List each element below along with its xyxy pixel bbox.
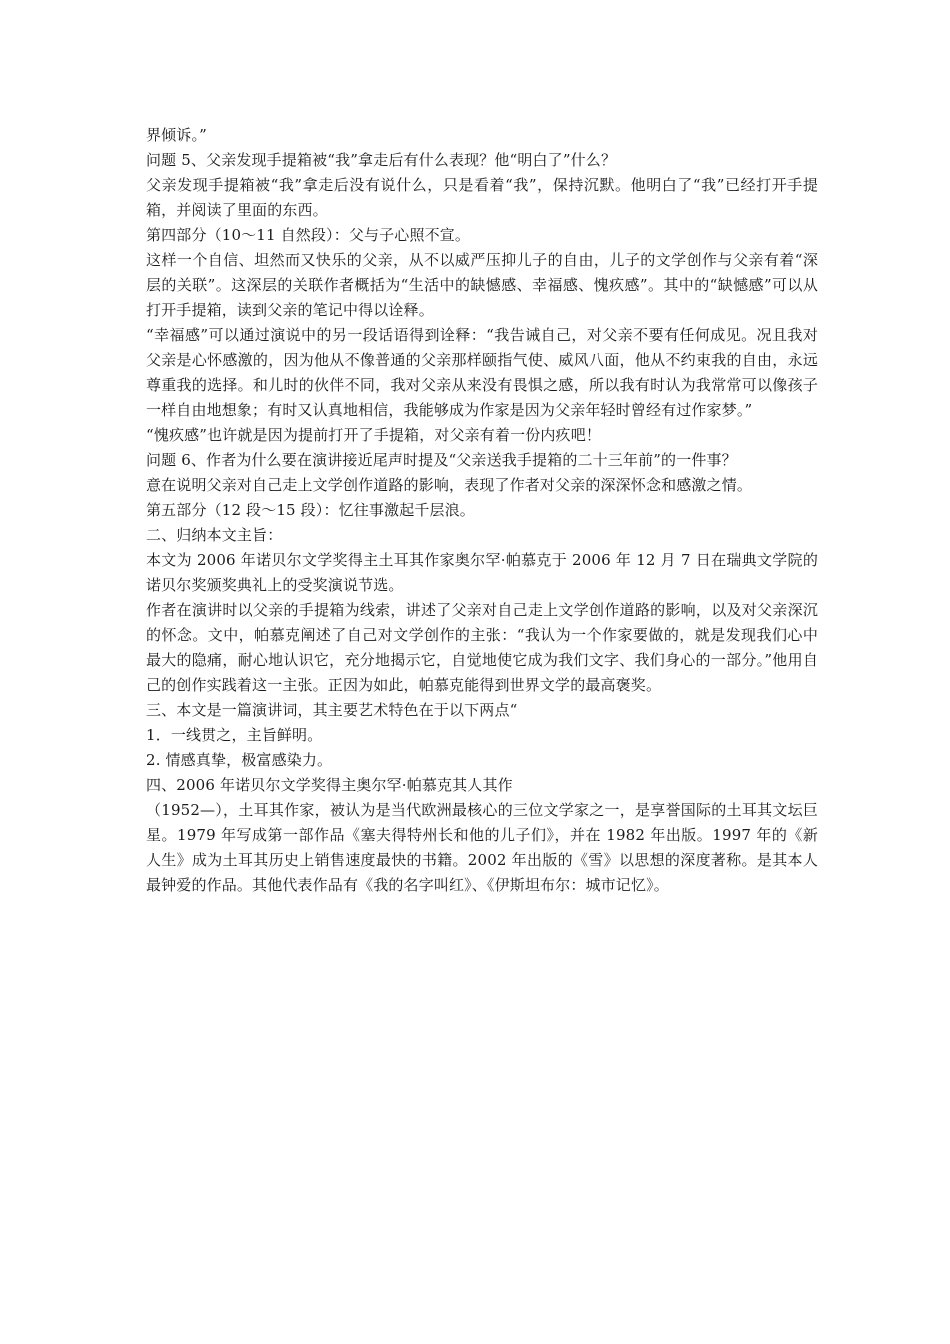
guilt-explanation: “愧疚感”也许就是因为提前打开了手提箱，对父亲有着一份内疚吧！ <box>146 426 601 444</box>
art-feature-2: 2. 情感真挚，极富感染力。 <box>146 751 333 769</box>
happiness-explanation: “幸福感”可以通过演说中的另一段话语得到诠释：“我告诫自己，对父亲不要有任何成见。况且我对父亲是心怀感激的，因为他从不像普通的父亲那样颐指气使、威风八面，他从不约束我的自由，永远尊重我的选择。和儿时的伙伴不同，我对父亲从来没有畏惧之感，所以我有时认为我常常可以像孩子一样自由地想象；有时又认真地相信，我能够成为作家是因为父亲年轻时曾经有过作家梦。” <box>146 326 818 419</box>
question-5: 问题 5、父亲发现手提箱被“我”拿走后有什么表现？他“明白了”什么？ <box>146 151 617 169</box>
document-body <box>146 123 818 898</box>
section-part-4-heading: 第四部分（10～11 自然段）：父与子心照不宣。 <box>146 226 471 244</box>
art-features-heading: 三、本文是一篇演讲词，其主要艺术特色在于以下两点“ <box>146 701 518 719</box>
main-idea-heading: 二、归纳本文主旨： <box>146 526 283 544</box>
answer-6: 意在说明父亲对自己走上文学创作道路的影响，表现了作者对父亲的深深怀念和感激之情。 <box>146 476 753 494</box>
question-6: 问题 6、作者为什么要在演讲接近尾声时提及“父亲送我手提箱的二十三年前”的一件事？ <box>146 451 737 469</box>
paragraph-continuation: 界倾诉。” <box>146 126 207 144</box>
answer-5: 父亲发现手提箱被“我”拿走后没有说什么，只是看着“我”，保持沉默。他明白了“我”已经打开手提箱，并阅读了里面的东西。 <box>146 176 818 219</box>
author-heading: 四、2006 年诺贝尔文学奖得主奥尔罕·帕慕克其人其作 <box>146 776 513 794</box>
section-part-5-heading: 第五部分（12 段～15 段）：忆往事激起千层浪。 <box>146 501 475 519</box>
author-bio: （1952—），土耳其作家，被认为是当代欧洲最核心的三位文学家之一，是享誉国际的土耳其文坛巨星。1979 年写成第一部作品《塞夫得特州长和他的儿子们》，并在 1982 年出版。1997 年的《新人生》成为土耳其历史上销售速度最快的书籍。2002 年出版的《雪》以思想的深度著称。是其本人最钟爱的作品。其他代表作品有《我的名字叫红》、《伊斯坦布尔：城市记忆》。 <box>146 801 818 894</box>
main-idea-body: 作者在演讲时以父亲的手提箱为线索，讲述了父亲对自己走上文学创作道路的影响，以及对父亲深沉的怀念。文中，帕慕克阐述了自己对文学创作的主张：“我认为一个作家要做的，就是发现我们心中最大的隐痛，耐心地认识它，充分地揭示它，自觉地使它成为我们文字、我们身心的一部分。”他用自己的创作实践着这一主张。正因为如此，帕慕克能得到世界文学的最高褒奖。 <box>146 601 818 694</box>
art-feature-1: 1．一线贯之，主旨鲜明。 <box>146 726 323 744</box>
part-4-analysis: 这样一个自信、坦然而又快乐的父亲，从不以威严压抑儿子的自由，儿子的文学创作与父亲有着“深层的关联”。这深层的关联作者概括为“生活中的缺憾感、幸福感、愧疚感”。其中的“缺憾感”可以从打开手提箱，读到父亲的笔记中得以诠释。 <box>146 251 818 319</box>
main-idea-intro: 本文为 2006 年诺贝尔文学奖得主土耳其作家奥尔罕·帕慕克于 2006 年 12 月 7 日在瑞典文学院的诺贝尔奖颁奖典礼上的受奖演说节选。 <box>146 551 818 594</box>
